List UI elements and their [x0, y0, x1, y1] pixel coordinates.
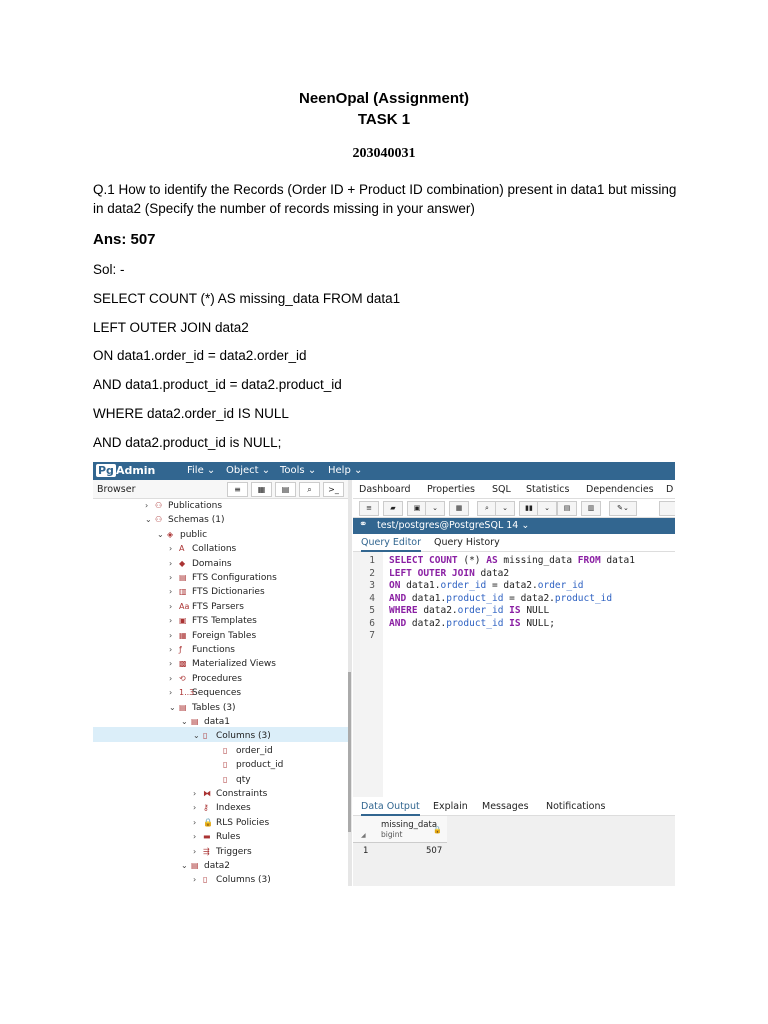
tree-item[interactable] — [193, 873, 271, 886]
chevron-right-icon[interactable]: › — [169, 544, 173, 554]
tab-notifications[interactable]: Notifications — [546, 801, 606, 812]
code-line: 7 — [369, 630, 375, 641]
menu-object[interactable]: Object ⌄ — [226, 465, 271, 476]
question-text: Q.1 How to identify the Records (Order ID + Product ID combination) present in data1 but missing in data2 (Specify the number of records missing in your answer) — [93, 182, 677, 216]
tree-item[interactable] — [181, 715, 230, 729]
tree-item-label: Rules — [216, 832, 241, 843]
tree-item[interactable] — [169, 614, 257, 628]
tree-node-icon: ▯ — [203, 875, 208, 885]
tree-item-label: Schemas (1) — [168, 515, 225, 526]
tree-item-label: Publications — [168, 501, 223, 511]
tree-item-label: Constraints — [216, 789, 268, 799]
output-tab-bar — [353, 797, 675, 816]
tree-node-icon: ⚇ — [155, 501, 163, 510]
tree-item[interactable] — [181, 859, 230, 873]
database-icon[interactable]: ≡ — [359, 501, 379, 516]
table-icon[interactable]: ▦ — [251, 482, 272, 497]
tree-item-label: Materialized Views — [192, 659, 276, 670]
lock-icon: 🔒 — [433, 826, 442, 834]
tree-scrollbar[interactable] — [348, 672, 351, 832]
tree-node-icon: ▤ — [179, 702, 187, 712]
open-file-icon[interactable]: ▰ — [383, 501, 403, 516]
tree-item-label: Triggers — [216, 846, 252, 857]
object-tree — [93, 499, 348, 886]
query-editor[interactable] — [353, 552, 675, 797]
connection-label: test/postgres@PostgreSQL 14 ⌄ — [377, 520, 530, 531]
tree-node-icon: ▤ — [191, 717, 199, 726]
tree-item-label: Procedures — [192, 673, 242, 684]
chevron-right-icon[interactable]: › — [169, 601, 173, 611]
roll-number: 203040031 — [352, 146, 416, 161]
tab-statistics[interactable]: Statistics — [526, 484, 570, 495]
tree-node-icon: ▩ — [179, 659, 187, 669]
tab-properties[interactable]: Properties — [427, 484, 476, 495]
sql-line: WHERE data2.order_id IS NULL — [93, 406, 289, 421]
tree-node-icon: ⟲ — [179, 673, 186, 683]
tree-item[interactable] — [193, 830, 240, 844]
tree-item[interactable] — [169, 585, 265, 599]
tab-dependencies[interactable]: Dependencies — [586, 484, 654, 495]
tree-item[interactable] — [169, 629, 256, 643]
chevron-right-icon[interactable]: › — [169, 558, 173, 568]
tree-item-label: FTS Dictionaries — [192, 587, 265, 598]
chevron-right-icon[interactable]: › — [169, 573, 173, 582]
more-icon[interactable] — [659, 501, 675, 516]
code-line: 3 ON data1.order_id = data2.order_id — [369, 580, 584, 591]
result-column-name: missing_data — [381, 820, 438, 830]
menu-file[interactable]: File ⌄ — [187, 465, 216, 476]
chevron-down-icon[interactable]: ⌄ — [193, 731, 200, 741]
chevron-right-icon[interactable]: › — [169, 659, 173, 669]
tree-item-label: Columns (3) — [216, 731, 271, 742]
tree-item[interactable] — [169, 557, 232, 571]
logo-admin: Admin — [115, 464, 156, 477]
browser-header — [93, 480, 348, 499]
task-heading: TASK 1 — [357, 111, 411, 128]
tree-item-label: Columns (3) — [216, 875, 271, 886]
tree-node-icon: ▯ — [223, 760, 228, 770]
edit-icon[interactable]: ✎⌄ — [609, 501, 637, 516]
solution-label: Sol: - — [93, 262, 125, 277]
tree-item[interactable] — [213, 758, 283, 772]
tree-node-icon: ◆ — [179, 558, 186, 568]
tree-node-icon: ▯ — [223, 774, 228, 784]
paste-icon[interactable]: ▤ — [557, 501, 577, 516]
tree-item[interactable] — [145, 513, 224, 527]
tree-node-icon: ▤ — [179, 573, 187, 582]
tab-data-output[interactable]: Data Output — [361, 801, 420, 816]
code-line: 2 LEFT OUTER JOIN data2 — [369, 567, 510, 579]
chevron-down-icon[interactable]: ⌄ — [181, 861, 188, 870]
tab-query-history[interactable]: Query History — [434, 537, 500, 548]
tree-node-icon: ⇶ — [203, 846, 210, 856]
tree-item[interactable] — [169, 701, 236, 715]
tab-dependents[interactable]: D — [666, 484, 674, 495]
tree-item[interactable] — [193, 787, 267, 801]
tree-item[interactable] — [169, 571, 277, 585]
tree-item-label: order_id — [236, 745, 273, 756]
tree-item[interactable] — [169, 657, 276, 671]
tree-item[interactable] — [193, 729, 271, 743]
save-icon[interactable]: ▣ — [407, 501, 427, 516]
connection-icon: ⚭ — [359, 519, 368, 530]
chevron-down-icon[interactable]: ⌄ — [537, 501, 557, 516]
tree-item-label: Tables (3) — [192, 702, 236, 713]
tree-node-icon: ▦ — [179, 630, 187, 640]
chevron-right-icon[interactable]: › — [193, 817, 197, 827]
chevron-right-icon[interactable]: › — [169, 645, 173, 654]
tree-item[interactable] — [169, 672, 242, 686]
sql-line: LEFT OUTER JOIN data2 — [93, 320, 249, 335]
tree-node-icon: ▥ — [179, 587, 187, 597]
menu-help[interactable]: Help ⌄ — [328, 465, 363, 476]
query-tab-bar — [353, 534, 675, 552]
tree-node-icon: ▯ — [203, 731, 208, 741]
tree-item[interactable] — [169, 600, 244, 614]
tree-node-icon: ◈ — [167, 529, 174, 539]
tree-node-icon: ⧓ — [203, 789, 211, 798]
chevron-right-icon[interactable]: › — [193, 846, 197, 856]
tree-item[interactable] — [169, 542, 236, 556]
top-tab-bar — [353, 480, 675, 499]
terminal-icon[interactable]: >_ — [323, 482, 344, 497]
tree-node-icon: 🔒 — [203, 817, 213, 827]
chevron-right-icon[interactable]: › — [145, 501, 149, 510]
chevron-right-icon[interactable]: › — [169, 688, 173, 698]
tree-node-icon: ▯ — [223, 745, 228, 755]
sql-line: SELECT COUNT (*) AS missing_data FROM data1 — [93, 291, 401, 306]
chevron-down-icon[interactable]: ⌄ — [145, 515, 152, 525]
chevron-right-icon[interactable]: › — [169, 616, 173, 626]
chevron-down-icon[interactable]: ⌄ — [169, 702, 176, 712]
tab-explain[interactable]: Explain — [433, 801, 468, 812]
sql-line: AND data2.product_id is NULL; — [93, 435, 282, 450]
filter-icon[interactable]: ▤ — [275, 482, 296, 497]
chevron-right-icon[interactable]: › — [193, 803, 197, 813]
tree-node-icon: ▤ — [191, 861, 199, 870]
tree-item[interactable] — [193, 845, 252, 859]
query-toolbar — [353, 499, 675, 518]
chevron-right-icon[interactable]: › — [169, 630, 173, 640]
chevron-right-icon[interactable]: › — [193, 789, 197, 798]
tab-messages[interactable]: Messages — [482, 801, 529, 812]
tree-node-icon: ƒ — [179, 645, 182, 654]
tree-item-label: RLS Policies — [216, 817, 270, 828]
tree-node-icon: ⚇ — [155, 515, 163, 525]
tree-node-icon: A — [179, 544, 185, 554]
tree-item-label: Collations — [192, 544, 237, 555]
search-icon[interactable]: ⌕ — [299, 482, 320, 497]
menu-tools[interactable]: Tools ⌄ — [280, 465, 317, 476]
code-line: 4 AND data1.product_id = data2.product_id — [369, 592, 613, 604]
result-cell-value[interactable]: 507 — [426, 846, 443, 856]
tree-item-label: Foreign Tables — [192, 630, 257, 641]
result-column-type: bigint — [381, 830, 403, 839]
answer-text: Ans: 507 — [93, 231, 156, 248]
chevron-down-icon[interactable]: ⌄ — [181, 717, 188, 726]
browser-label: Browser — [97, 484, 136, 495]
select-all-icon[interactable]: ◢ — [361, 832, 366, 839]
tree-node-icon: ⚷ — [203, 803, 209, 813]
tree-item-label: Sequences — [192, 688, 242, 699]
tab-query-editor[interactable]: Query Editor — [361, 537, 421, 552]
database-icon[interactable]: ≡ — [227, 482, 248, 497]
tab-dashboard[interactable]: Dashboard — [359, 484, 411, 495]
code-line: 6 AND data2.product_id IS NULL; — [369, 617, 555, 629]
tree-item[interactable] — [213, 773, 251, 787]
tree-item[interactable] — [193, 816, 269, 830]
tree-item-label: qty — [236, 774, 251, 785]
logo-pg: Pg — [98, 464, 114, 477]
chevron-right-icon[interactable]: › — [169, 673, 173, 683]
tree-item-label: product_id — [236, 760, 284, 771]
sql-line: ON data1.order_id = data2.order_id — [93, 348, 307, 363]
tree-node-icon: ▬ — [203, 832, 211, 842]
tree-item-label: FTS Templates — [192, 616, 257, 627]
tree-node-icon: 1..3 — [179, 688, 195, 698]
tree-item[interactable] — [193, 801, 251, 815]
code-line: 1 SELECT COUNT (*) AS missing_data FROM data1 — [369, 555, 635, 566]
tree-item-label: Domains — [192, 558, 232, 569]
tree-item[interactable] — [213, 744, 273, 758]
chevron-right-icon[interactable]: › — [193, 875, 197, 885]
tree-node-icon: ▣ — [179, 616, 187, 626]
tree-item[interactable] — [169, 643, 235, 657]
search-icon[interactable]: ⌕ — [477, 501, 497, 516]
result-row-number: 1 — [363, 846, 369, 856]
table-icon[interactable]: ▦ — [449, 501, 469, 516]
sql-line: AND data1.product_id = data2.product_id — [93, 377, 342, 392]
tree-item-label: data2 — [204, 861, 230, 871]
pgadmin-logo — [96, 464, 155, 477]
tree-item[interactable] — [169, 686, 241, 700]
chevron-down-icon[interactable]: ⌄ — [157, 529, 164, 539]
tree-item-label: public — [180, 529, 208, 540]
chevron-down-icon[interactable]: ⌄ — [495, 501, 515, 516]
copy-icon[interactable]: ▮▮ — [519, 501, 539, 516]
tree-item[interactable] — [157, 528, 207, 542]
delete-icon[interactable]: ▥ — [581, 501, 601, 516]
chevron-right-icon[interactable]: › — [193, 832, 197, 842]
result-grid — [353, 816, 675, 886]
pgadmin-screenshot — [93, 462, 675, 886]
tree-item-label: Indexes — [216, 803, 251, 814]
tree-item-label: Functions — [192, 645, 235, 655]
tree-item-label: data1 — [204, 717, 230, 727]
tree-item-label: FTS Configurations — [192, 573, 277, 583]
tree-item-label: FTS Parsers — [192, 601, 244, 612]
chevron-down-icon[interactable]: ⌄ — [425, 501, 445, 516]
tree-item[interactable] — [145, 499, 222, 513]
tree-node-icon: Aa — [179, 601, 190, 611]
connection-bar[interactable] — [353, 518, 675, 534]
menu-bar — [93, 462, 675, 480]
doc-title: NeenOpal (Assignment) — [298, 90, 470, 107]
tab-sql[interactable]: SQL — [492, 484, 511, 495]
code-line: 5 WHERE data2.order_id IS NULL — [369, 605, 550, 616]
chevron-right-icon[interactable]: › — [169, 587, 173, 597]
